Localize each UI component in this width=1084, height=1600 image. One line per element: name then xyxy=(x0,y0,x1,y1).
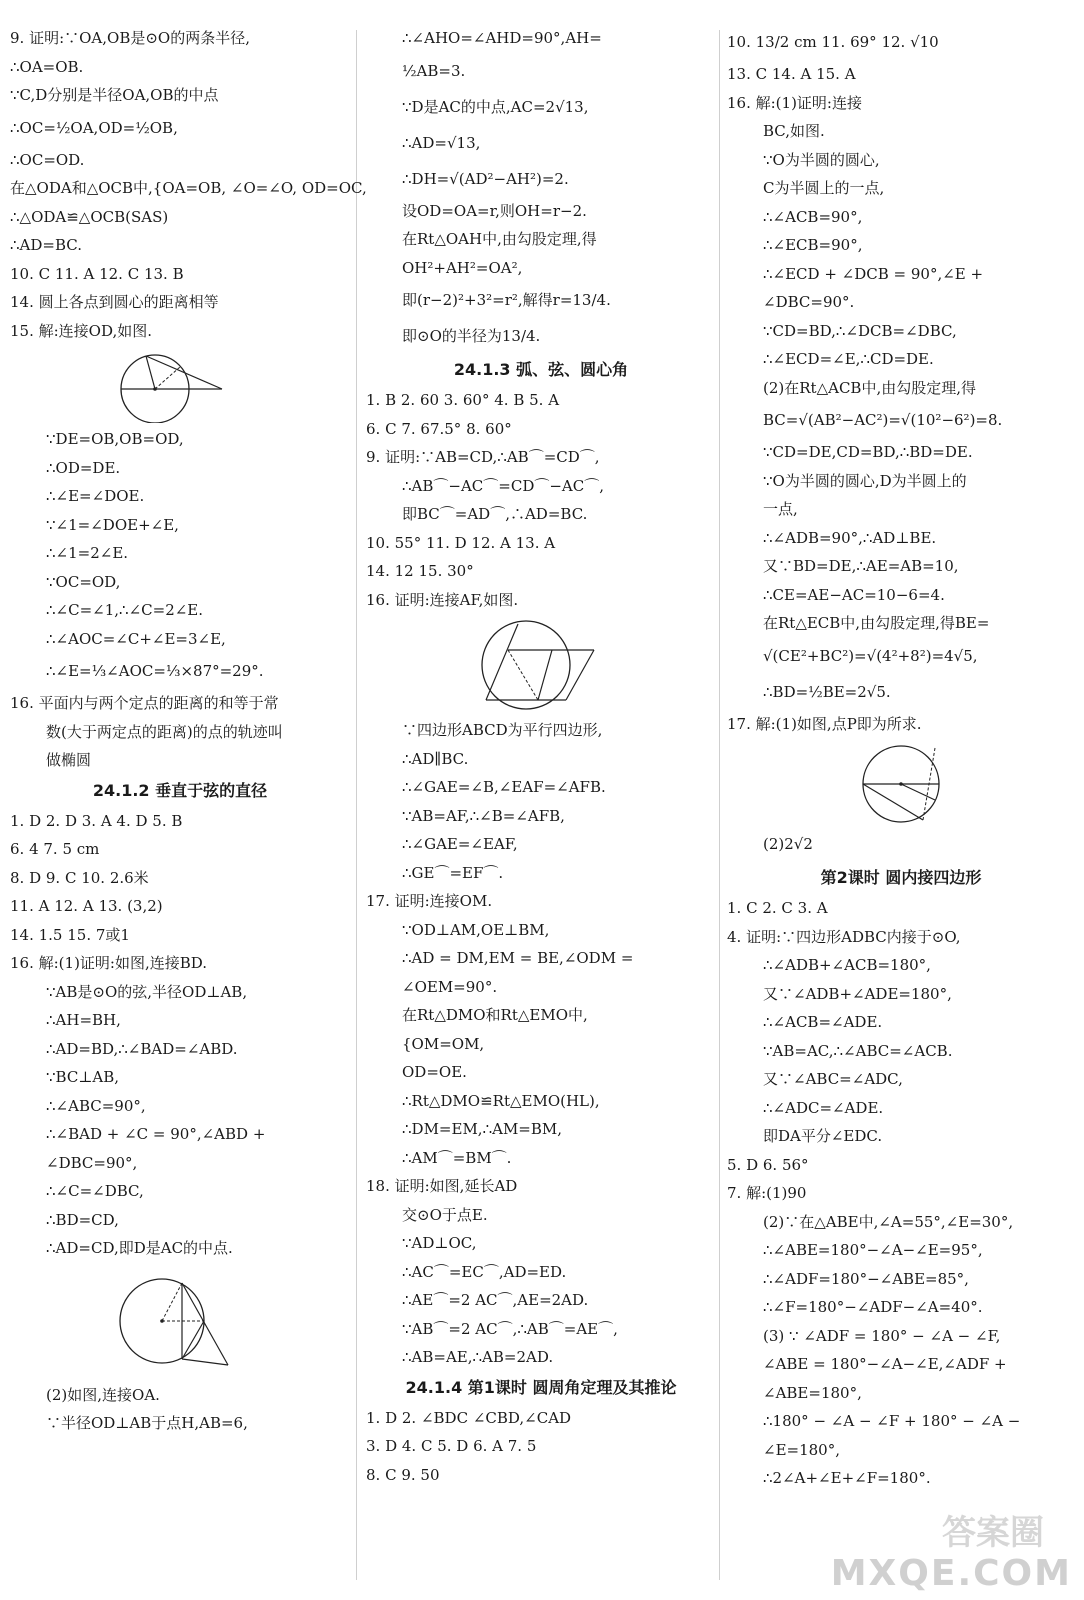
figure-q16-parallelogram xyxy=(466,616,616,714)
answer-line: ∴∠ECD + ∠DCB = 90°,∠E + xyxy=(763,264,984,283)
answer-line: ∴DH=√(AD²−AH²)=2. xyxy=(402,169,569,188)
answer-line: ∴∠ECD=∠E,∴CD=DE. xyxy=(763,350,934,368)
answer-line: ∴AE⌒=2 AC⌒,AE=2AD. xyxy=(402,1291,589,1309)
answer-line: ∴∠C=∠1,∴∠C=2∠E. xyxy=(46,601,204,619)
answer-line: ∴∠BAD + ∠C = 90°,∠ABD + xyxy=(46,1125,266,1143)
answer-line: 8. D 9. C 10. 2.6米 xyxy=(10,868,149,887)
answer-line: 做椭圆 xyxy=(46,751,92,769)
answer-line: ∠OEM=90°. xyxy=(402,977,498,996)
answer-line: ∵CD=DE,CD=BD,∴BD=DE. xyxy=(763,443,973,461)
answer-line: ∠E=180°, xyxy=(763,1440,840,1459)
answer-line: ∴∠F=180°−∠ADF−∠A=40°. xyxy=(763,1298,983,1316)
figure-q16-circle xyxy=(110,1265,250,1379)
figure-q17-circle xyxy=(831,740,971,824)
answer-line: 9. 证明:∵OA,OB是⊙O的两条半径, xyxy=(10,29,250,47)
answer-line: 13. C 14. A 15. A xyxy=(727,65,856,83)
answer-line: 14. 圆上各点到圆心的距离相等 xyxy=(10,293,219,311)
answer-line: BC=√(AB²−AC²)=√(10²−6²)=8. xyxy=(763,411,1003,429)
answer-line: √(CE²+BC²)=√(4²+8²)=4√5, xyxy=(763,646,978,665)
answer-line: ∵AB是⊙O的弦,半径OD⊥AB, xyxy=(46,982,248,1001)
answer-line: 10. C 11. A 12. C 13. B xyxy=(10,264,184,283)
answer-line: 10. 13/2 cm 11. 69° 12. √10 xyxy=(727,33,939,51)
answer-line: 1. B 2. 60 3. 60° 4. B 5. A xyxy=(366,391,560,409)
answer-line: 16. 解:(1)证明:连接 xyxy=(727,93,862,112)
answer-line: ∴∠ABE=180°−∠A−∠E=95°, xyxy=(763,1241,983,1259)
answer-line: (2)如图,连接OA. xyxy=(46,1385,160,1404)
answer-line: ∵AB⌒=2 AC⌒,∴AB⌒=AE⌒, xyxy=(402,1319,618,1338)
watermark-logo: 答案圈 xyxy=(942,1513,1044,1553)
section-heading: 24.1.2 垂直于弦的直径 xyxy=(92,780,268,800)
answer-line: ∴2∠A+∠E+∠F=180°. xyxy=(763,1469,931,1487)
answer-line: ∴∠AHO=∠AHD=90°,AH= xyxy=(402,29,602,47)
answer-line: C为半圆上的一点, xyxy=(763,179,885,197)
answer-line: ∴OD=DE. xyxy=(46,458,121,477)
answer-line: ∴BD=½BE=2√5. xyxy=(763,682,891,701)
answer-line: 17. 证明:连接OM. xyxy=(366,892,493,910)
answer-line: ∴AM⌒=BM⌒. xyxy=(402,1148,512,1167)
answer-line: ∵OC=OD, xyxy=(46,572,121,591)
answer-line: ∠DBC=90°. xyxy=(763,293,855,311)
answer-line: 1. D 2. D 3. A 4. D 5. B xyxy=(10,811,183,830)
answer-line: 7. 解:(1)90 xyxy=(727,1184,807,1202)
answer-line: ∴∠ADC=∠ADE. xyxy=(763,1098,884,1117)
column-3 xyxy=(727,24,1075,1493)
answer-line: ∴AD=CD,即D是AC的中点. xyxy=(46,1239,233,1257)
answer-line: BC,如图. xyxy=(763,122,825,140)
answer-line: ∴AC⌒=EC⌒,AD=ED. xyxy=(402,1262,567,1281)
answer-line: 在Rt△OAH中,由勾股定理,得 xyxy=(402,230,597,248)
answer-line: ∴OA=OB. xyxy=(10,57,84,76)
answer-line: ∴OC=OD. xyxy=(10,150,85,169)
answer-line: ∴BD=CD, xyxy=(46,1210,119,1229)
answer-line: ∴∠ECB=90°, xyxy=(763,236,863,254)
answer-line: ∠DBC=90°, xyxy=(46,1153,138,1172)
answer-line: ∵O为半圆的圆心, xyxy=(763,150,880,169)
column-2 xyxy=(366,24,716,1489)
answer-line: ∴△ODA≌△OCB(SAS) xyxy=(10,207,169,226)
answer-line: ∠ABE=180°, xyxy=(763,1383,862,1402)
answer-line: 17. 解:(1)如图,点P即为所求. xyxy=(727,714,922,733)
section-heading: 24.1.3 弧、弦、圆心角 xyxy=(453,360,629,379)
answer-line: ∴DM=EM,∴AM=BM, xyxy=(402,1120,563,1138)
answer-line: ∵半径OD⊥AB于点H,AB=6, xyxy=(46,1414,248,1432)
answer-line: 又∵BD=DE,∴AE=AB=10, xyxy=(763,557,959,575)
answer-line: ∵CD=BD,∴∠DCB=∠DBC, xyxy=(763,321,957,340)
answer-line: ∵AD⊥OC, xyxy=(402,1234,477,1252)
answer-line: ∴∠AOC=∠C+∠E=3∠E, xyxy=(46,629,226,648)
answer-line: 即DA平分∠EDC. xyxy=(763,1127,883,1145)
answer-line: 在Rt△ECB中,由勾股定理,得BE= xyxy=(763,614,990,632)
answer-line: ∴GE⌒=EF⌒. xyxy=(402,863,504,882)
answer-line: ∵D是AC的中点,AC=2√13, xyxy=(402,97,589,116)
answer-line: 18. 证明:如图,延长AD xyxy=(366,1177,518,1195)
answer-line: ∴∠E=∠DOE. xyxy=(46,487,145,505)
answer-line: 在△ODA和△OCB中,{OA=OB, ∠O=∠O, OD=OC, xyxy=(10,179,367,197)
answer-line: ∴180° − ∠A − ∠F + 180° − ∠A − xyxy=(763,1412,1021,1430)
answer-line: 即BC⌒=AD⌒,∴AD=BC. xyxy=(402,505,588,523)
watermark-text: MXQE.COM xyxy=(830,1553,1072,1594)
answer-line: 14. 1.5 15. 7或1 xyxy=(10,925,130,944)
column-divider xyxy=(356,30,357,1580)
answer-line: 又∵∠ADB+∠ADE=180°, xyxy=(763,984,952,1003)
answer-line: ∴∠C=∠DBC, xyxy=(46,1182,144,1200)
answer-line: (2)在Rt△ACB中,由勾股定理,得 xyxy=(763,378,976,397)
answer-line: 1. C 2. C 3. A xyxy=(727,899,828,917)
answer-line: 16. 解:(1)证明:如图,连接BD. xyxy=(10,954,208,972)
section-heading: 第2课时 圆内接四边形 xyxy=(820,868,982,887)
answer-line: ∴∠ABC=90°, xyxy=(46,1096,146,1115)
answer-line: ∵四边形ABCD为平行四边形, xyxy=(402,721,603,739)
answer-line: ∴Rt△DMO≌Rt△EMO(HL), xyxy=(402,1091,600,1110)
answer-line: (2)∵在△ABE中,∠A=55°,∠E=30°, xyxy=(763,1212,1014,1231)
answer-line: ∴AH=BH, xyxy=(46,1011,121,1029)
answer-line: 设OD=OA=r,则OH=r−2. xyxy=(402,201,587,220)
answer-line: ∴AD∥BC. xyxy=(402,749,469,768)
answer-line: ∴AD = DM,EM = BE,∠ODM = xyxy=(402,949,634,967)
answer-line: 11. A 12. A 13. (3,2) xyxy=(10,897,163,915)
answer-line: ∴AD=√13, xyxy=(402,133,481,152)
answer-line: ∴AB⌒−AC⌒=CD⌒−AC⌒, xyxy=(402,476,604,495)
answer-line: OH²+AH²=OA², xyxy=(402,258,523,277)
answer-line: ∴∠ADB+∠ACB=180°, xyxy=(763,956,931,974)
answer-line: 数(大于两定点的距离)的点的轨迹叫 xyxy=(46,722,283,741)
answer-line: ∵∠1=∠DOE+∠E, xyxy=(46,515,179,534)
answer-line: ∵O为半圆的圆心,D为半圆上的 xyxy=(763,471,967,490)
answer-line: ∴CE=AE−AC=10−6=4. xyxy=(763,585,945,604)
answer-line: ∴∠ACB=90°, xyxy=(763,207,863,226)
answer-line: 16. 平面内与两个定点的距离的和等于常 xyxy=(10,694,279,712)
answer-line: 交⊙O于点E. xyxy=(402,1205,488,1224)
answer-line: 9. 证明:∵AB=CD,∴AB⌒=CD⌒, xyxy=(366,448,600,466)
answer-line: ∴∠ADF=180°−∠ABE=85°, xyxy=(763,1269,969,1288)
answer-line: ∴AB=AE,∴AB=2AD. xyxy=(402,1348,554,1366)
answer-line: ∴∠GAE=∠B,∠EAF=∠AFB. xyxy=(402,778,606,796)
answer-line: {OM=OM, xyxy=(402,1034,485,1053)
answer-line: ∴∠GAE=∠EAF, xyxy=(402,835,518,853)
answer-line: ∴∠ADB=90°,∴AD⊥BE. xyxy=(763,528,937,547)
answer-line: ∵OD⊥AM,OE⊥BM, xyxy=(402,920,550,939)
answer-line: ∵C,D分别是半径OA,OB的中点 xyxy=(10,86,219,104)
answer-line: ∴AD=BD,∴∠BAD=∠ABD. xyxy=(46,1039,238,1058)
column-divider xyxy=(719,30,720,1580)
figure-q15-circle xyxy=(100,347,260,423)
answer-line: 1. D 2. ∠BDC ∠CBD,∠CAD xyxy=(366,1408,572,1427)
answer-line: 5. D 6. 56° xyxy=(727,1155,809,1174)
answer-line: ∵AB=AF,∴∠B=∠AFB, xyxy=(402,806,565,825)
answer-line: ½AB=3. xyxy=(402,61,466,80)
answer-line: 6. 4 7. 5 cm xyxy=(10,840,100,858)
answer-line: 3. D 4. C 5. D 6. A 7. 5 xyxy=(366,1437,537,1455)
column-1 xyxy=(10,24,367,1438)
answer-line: 8. C 9. 50 xyxy=(366,1465,440,1484)
answer-line: 在Rt△DMO和Rt△EMO中, xyxy=(402,1006,588,1024)
answer-line: ∴OC=½OA,OD=½OB, xyxy=(10,118,178,137)
answer-line: 即⊙O的半径为13/4. xyxy=(402,327,541,345)
answer-line: 10. 55° 11. D 12. A 13. A xyxy=(366,533,556,552)
answer-line: 4. 证明:∵四边形ADBC内接于⊙O, xyxy=(727,927,961,946)
answer-line: ∵DE=OB,OB=OD, xyxy=(46,430,184,448)
answer-line: (3) ∵ ∠ADF = 180° − ∠A − ∠F, xyxy=(763,1326,1001,1345)
answer-line: ∵BC⊥AB, xyxy=(46,1068,120,1086)
answer-line: 又∵∠ABC=∠ADC, xyxy=(763,1070,903,1088)
answer-line: 15. 解:连接OD,如图. xyxy=(10,321,153,340)
answer-line: 一点, xyxy=(763,500,798,518)
answer-line: 14. 12 15. 30° xyxy=(366,562,474,580)
answer-line: ∴∠1=2∠E. xyxy=(46,544,129,562)
answer-line: OD=OE. xyxy=(402,1063,467,1081)
answer-line: 16. 证明:连接AF,如图. xyxy=(366,590,519,609)
answer-line: 即(r−2)²+3²=r²,解得r=13/4. xyxy=(402,291,611,309)
answer-line: (2)2√2 xyxy=(763,835,813,853)
answer-line: 6. C 7. 67.5° 8. 60° xyxy=(366,419,512,438)
answer-line: ∵AB=AC,∴∠ABC=∠ACB. xyxy=(763,1041,953,1060)
answer-line: ∴∠ACB=∠ADE. xyxy=(763,1013,883,1031)
section-heading: 24.1.4 第1课时 圆周角定理及其推论 xyxy=(405,1377,677,1397)
answer-line: ∴∠E=⅓∠AOC=⅓×87°=29°. xyxy=(46,662,264,680)
answer-line: ∴AD=BC. xyxy=(10,236,82,254)
answer-line: ∠ABE = 180°−∠A−∠E,∠ADF + xyxy=(763,1355,1007,1373)
